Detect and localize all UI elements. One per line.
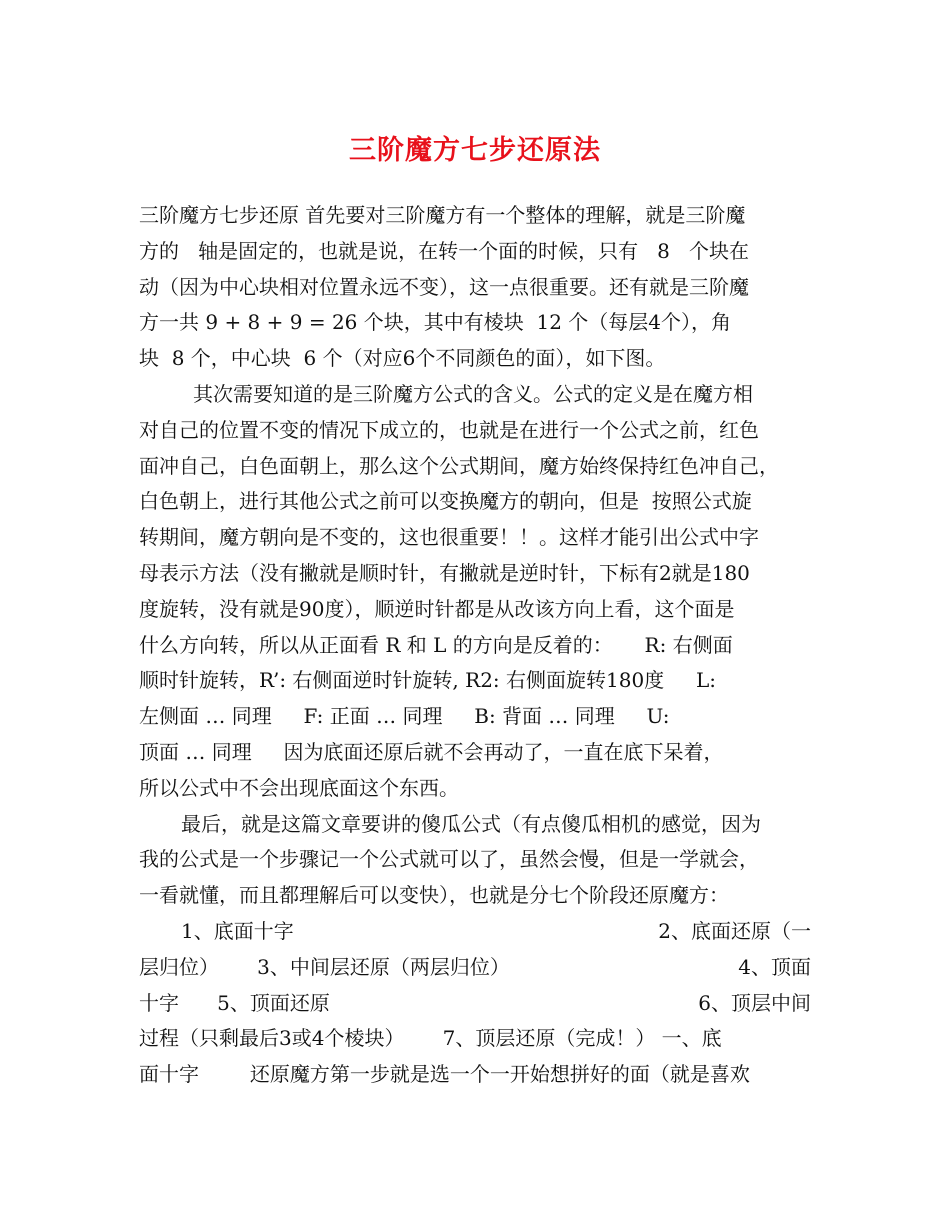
text-line: 块 8 个，中心块 6 个（对应6个不同颜色的面），如下图。 — [139, 346, 666, 371]
steps-line — [139, 950, 811, 986]
document-body — [139, 198, 811, 1093]
text-line: 一看就懂，而且都理解后可以变快），也就是分七个阶段还原魔方： — [139, 883, 729, 908]
step-item: 1、底面十字 — [181, 918, 294, 943]
text-line: 顶面 … 同理 因为底面还原后就不会再动了，一直在底下呆着， — [139, 739, 724, 764]
text-line: 方的 轴是固定的，也就是说，在转一个面的时候，只有 8 个块在 — [139, 238, 749, 263]
step-item: 十字 5、顶面还原 — [139, 990, 330, 1015]
step-item: 4、顶面 — [738, 954, 811, 979]
text-line: 面十字 还原魔方第一步就是选一个一开始想拼好的面（就是喜欢 — [139, 1062, 750, 1087]
text-line: 方一共 9 + 8 + 9 = 26 个块，其中有棱块 12 个（每层4个），角 — [139, 310, 732, 335]
text-line: 三阶魔方七步还原 首先要对三阶魔方有一个整体的理解，就是三阶魔 — [139, 203, 746, 227]
text-line: 顺时针旋转，R’: 右侧面逆时针旋转, R2: 右侧面旋转180度 L: — [139, 668, 716, 693]
steps-line — [139, 914, 811, 950]
step-item: 6、顶层中间 — [698, 990, 811, 1015]
text-line: 动（因为中心块相对位置永远不变），这一点很重要。还有就是三阶魔 — [139, 274, 749, 299]
step-item: 层归位） 3、中间层还原（两层归位） — [139, 954, 510, 979]
paragraph-start-line: 其次需要知道的是三阶魔方公式的含义。公式的定义是在魔方相 — [193, 381, 753, 406]
text-line: 我的公式是一个步骤记一个公式就可以了，虽然会慢，但是一学就会， — [139, 847, 759, 872]
text-line: 左侧面 … 同理 F: 正面 … 同理 B: 背面 … 同理 U: — [139, 704, 670, 729]
text-line: 对自己的位置不变的情况下成立的，也就是在进行一个公式之前，红色 — [139, 417, 759, 442]
text-line: 所以公式中不会出现底面这个东西。 — [139, 775, 459, 800]
text-line: 度旋转，没有就是90度），顺逆时针都是从改该方向上看，这个面是 — [139, 596, 735, 621]
document-title: 三阶魔方七步还原法 — [349, 135, 601, 166]
paragraph-start-line: 最后，就是这篇文章要讲的傻瓜公式（有点傻瓜相机的感觉，因为 — [181, 811, 761, 836]
text-line: 白色朝上，进行其他公式之前可以变换魔方的朝向，但是 按照公式旋 — [139, 489, 752, 514]
text-line: 什么方向转，所以从正面看 R 和 L 的方向是反着的： R: 右侧面 — [139, 632, 733, 657]
text-line: 面冲自己，白色面朝上，那么这个公式期间，魔方始终保持红色冲自己， — [139, 453, 779, 478]
text-line: 母表示方法（没有撇就是顺时针，有撇就是逆时针，下标有2就是180 — [139, 560, 750, 585]
step-item: 2、底面还原（一 — [658, 918, 811, 943]
steps-line — [139, 986, 811, 1022]
text-line: 转期间，魔方朝向是不变的，这也很重要！！。这样才能引出公式中字 — [139, 525, 759, 550]
text-line: 过程（只剩最后3或4个棱块） 7、顶层还原（完成！） 一、底 — [139, 1026, 722, 1051]
